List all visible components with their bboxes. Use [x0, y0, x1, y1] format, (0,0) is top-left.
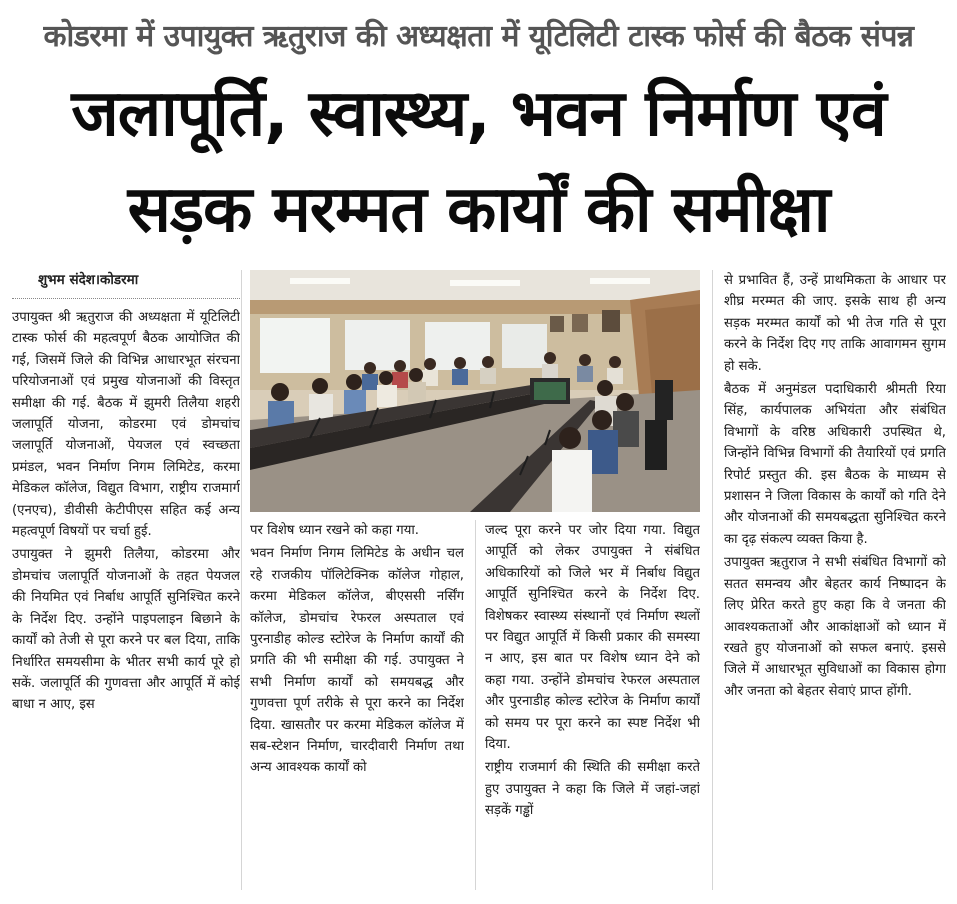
article-column-3 — [485, 520, 700, 904]
column-divider — [241, 270, 242, 890]
article-column-1 — [12, 268, 240, 898]
paragraph: से प्रभावित हैं, उन्हें प्राथमिकता के आधार पर शीघ्र मरम्मत की जाए. इसके साथ ही अन्य सड़क मरम्मत कार्यों को भी तेज गति से पूरा करने के निर्देश दिए गए ताकि आवागमन सुगम हो सके. — [724, 273, 946, 374]
paragraph: उपायुक्त श्री ऋतुराज की अध्यक्षता में यूटिलिटी टास्क फोर्स की महत्वपूर्ण बैठक आयोजित की गई, जिसमें जिले की विभिन्न आधारभूत संरचना परियोजनाओं एवं प्रमुख योजनाओं की विस्तृत समीक्षा की गई. बैठक में झुमरी तिलैया शहरी जलापूर्ति योजना, कोडरमा एवं डोमचांच जलापूर्ति योजनाओं, पेयजल एवं स्वच्छता प्रमंडल, भवन निर्माण निगम लिमिटेड, करमा मेडिकल कॉलेज, विद्युत विभाग, राष्ट्रीय राजमार्ग (एनएच), डीवीसी केटीपीएस सहित कई अन्य महत्वपूर्ण विषयों पर चर्चा हुई. — [12, 310, 240, 540]
article-column-4 — [724, 270, 946, 900]
paragraph: राष्ट्रीय राजमार्ग की स्थिति की समीक्षा करते हुए उपायुक्त ने कहा कि जिले में जहां-जहां सड़कें गड्ढों — [485, 760, 700, 819]
paragraph: बैठक में अनुमंडल पदाधिकारी श्रीमती रिया सिंह, कार्यपालक अभियंता और संबंधित विभागों के वरिष्ठ अधिकारी उपस्थित थे, जिन्होंने विभिन्न विभागों की तैयारियों एवं प्रगति रिपोर्ट प्रस्तुत की. इस बैठक के माध्यम से प्रशासन ने जिला विकास के कार्यों को गति देने और योजनाओं की समयबद्धता सुनिश्चित करने का दृढ़ संकल्प व्यक्त किया है. — [724, 382, 946, 547]
column-divider — [712, 270, 713, 890]
paragraph: जल्द पूरा करने पर जोर दिया गया. विद्युत आपूर्ति को लेकर उपायुक्त ने संबंधित अधिकारियों को जिले भर में निर्बाध विद्युत आपूर्ति सुनिश्चित करने के निर्देश दिए. विशेषकर स्वास्थ्य संस्थानों एवं निर्माण स्थलों पर विद्युत आपूर्ति में किसी प्रकार की समस्या न आए, इस बात पर विशेष ध्यान देने को कहा गया. उन्होंने डोमचांच रेफरल अस्पताल और पुरनाडीह कोल्ड स्टोरेज के निर्माण कार्यों को समय पर पूरा करने का स्पष्ट निर्देश भी दिया. — [485, 523, 700, 753]
kicker-headline: कोडरमा में उपायुक्त ऋतुराज की अध्यक्षता में यूटिलिटी टास्क फोर्स की बैठक संपन्न — [43, 19, 914, 54]
byline: शुभम संदेश।कोडरमा — [12, 268, 240, 299]
paragraph: उपायुक्त ने झुमरी तिलैया, कोडरमा और डोमचांच जलापूर्ति योजनाओं के तहत पेयजल की नियमित एवं निर्बाध आपूर्ति सुनिश्चित करने के निर्देश दिए. उन्होंने पाइपलाइन बिछाने के कार्यों को तेजी से पूरा करने पर बल दिया, ताकि निर्धारित समयसीमा के भीतर सभी कार्य पूरे हो सकें. जलापूर्ति की गुणवत्ता और आपूर्ति में कोई बाधा न आए, इस — [12, 547, 240, 713]
paragraph: पर विशेष ध्यान रखने को कहा गया. — [250, 523, 419, 538]
main-headline-line-1: जलापूर्ति, स्वास्थ्य, भवन निर्माण एवं — [71, 77, 886, 151]
meeting-photo — [250, 270, 700, 512]
meeting-photo-icon — [250, 270, 700, 512]
column-divider — [475, 520, 476, 890]
paragraph: उपायुक्त ऋतुराज ने सभी संबंधित विभागों को सतत समन्वय और बेहतर कार्य निष्पादन के लिए प्रेरित करते हुए कहा कि वे जनता की आवश्यकताओं और आकांक्षाओं को ध्यान में रखते हुए योजनाओं को सफल बनाएं. इससे जिले में आधारभूत सुविधाओं का विकास होगा और जनता को बेहतर सेवाएं प्राप्त होंगी. — [724, 555, 946, 699]
article-column-2 — [250, 520, 464, 904]
main-headline-line-2: सड़क मरम्मत कार्यों की समीक्षा — [127, 173, 830, 247]
paragraph: भवन निर्माण निगम लिमिटेड के अधीन चल रहे राजकीय पॉलिटेक्निक कॉलेज गोहाल, करमा मेडिकल कॉलेज, बीएससी नर्सिंग कॉलेज, डोमचांच रेफरल अस्पताल एवं पुरनाडीह कोल्ड स्टोरेज के निर्माण कार्यों की प्रगति की भी समीक्षा की गई. उपायुक्त ने सभी निर्माण कार्यों को समयबद्ध और गुणवत्ता पूर्ण तरीके से पूरा करने का निर्देश दिया. खासतौर पर करमा मेडिकल कॉलेज में सब-स्टेशन निर्माण, चारदीवारी निर्माण तथा अन्य आवश्यक कार्यों को — [250, 546, 464, 776]
